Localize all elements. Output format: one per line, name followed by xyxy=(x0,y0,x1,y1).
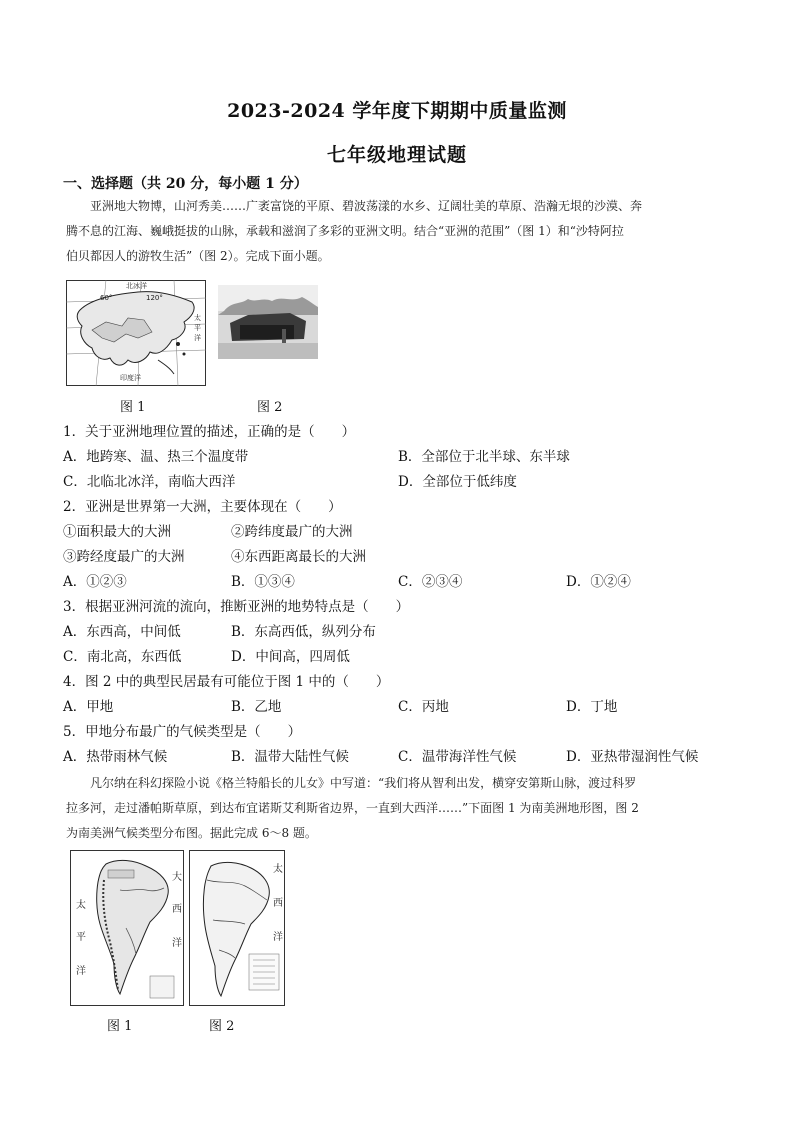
map-label-lon: 120° xyxy=(146,294,163,302)
answer-option[interactable]: C．北临北冰洋，南临大西洋 xyxy=(63,474,236,490)
statement-item: ③跨经度最广的大洲 xyxy=(63,549,185,565)
statement-item: ②跨纬度最广的大洲 xyxy=(231,524,353,540)
passage-south-america xyxy=(66,771,730,846)
passage-line: 腾不息的江海、巍峨挺拔的山脉，承载和滋润了多彩的亚洲文明。结合“亚洲的范围”（图 1）和“沙特阿拉 xyxy=(66,224,624,238)
map-label-lat: 60° xyxy=(100,294,113,302)
south-america-climate-image xyxy=(189,850,285,1006)
passage-line: 为南美洲气候类型分布图。据此完成 6～8 题。 xyxy=(66,826,317,840)
passage-line: 拉多河，走过潘帕斯草原，到达布宜诺斯艾利斯省边界，一直到大西洋……”下面图 1 为南美洲地形图，图 2 xyxy=(66,801,639,815)
map-label-atlantic: 大 xyxy=(172,872,182,883)
figure-south-america-terrain xyxy=(70,850,184,1006)
svg-text:西: 西 xyxy=(172,904,182,915)
answer-option[interactable]: B．温带大陆性气候 xyxy=(231,749,349,765)
question-stem: 4．图 2 中的典型民居最有可能位于图 1 中的（ ） xyxy=(63,674,390,690)
answer-option[interactable]: C．②③④ xyxy=(398,574,463,590)
passage-line: 伯贝都因人的游牧生活”（图 2）。完成下面小题。 xyxy=(66,249,330,263)
answer-option[interactable]: C．南北高，东西低 xyxy=(63,649,182,665)
answer-option[interactable]: A．热带雨林气候 xyxy=(63,749,168,765)
answer-option[interactable]: C．温带海洋性气候 xyxy=(398,749,517,765)
answer-option[interactable]: D．全部位于低纬度 xyxy=(398,474,517,490)
answer-option[interactable]: A．①②③ xyxy=(63,574,127,590)
answer-option[interactable]: B．乙地 xyxy=(231,699,282,715)
statement-item: ①面积最大的大洲 xyxy=(63,524,171,540)
figure-caption: 图 1 xyxy=(120,400,146,415)
answer-option[interactable]: D．中间高，四周低 xyxy=(231,649,350,665)
section-heading: 一、选择题（共 20 分，每小题 1 分） xyxy=(63,176,308,192)
svg-text:西: 西 xyxy=(273,898,283,909)
question-stem: 5．甲地分布最广的气候类型是（ ） xyxy=(63,724,302,740)
passage-asia xyxy=(66,194,730,269)
answer-option[interactable]: A．地跨寒、温、热三个温度带 xyxy=(63,449,249,465)
svg-text:洋: 洋 xyxy=(194,334,201,342)
answer-option[interactable]: C．丙地 xyxy=(398,699,449,715)
answer-option[interactable]: A．东西高，中间低 xyxy=(63,624,181,640)
figure-south-america-climate xyxy=(189,850,285,1006)
map-label-pacific: 太 xyxy=(194,314,201,322)
map-label-indian: 印度洋 xyxy=(120,374,141,382)
svg-text:平: 平 xyxy=(76,932,86,943)
map-label-pacific: 太 xyxy=(76,900,86,911)
map-label-arctic: 北冰洋 xyxy=(126,282,147,290)
answer-option[interactable]: D．丁地 xyxy=(566,699,618,715)
map-label-atlantic: 太 xyxy=(273,864,283,875)
figure-bedouin-photo xyxy=(218,285,318,359)
answer-option[interactable]: A．甲地 xyxy=(63,699,114,715)
svg-text:洋: 洋 xyxy=(76,966,86,977)
answer-option[interactable]: B．全部位于北半球、东半球 xyxy=(398,449,570,465)
passage-line: 凡尔纳在科幻探险小说《格兰特船长的儿女》中写道：“我们将从智利出发，横穿安第斯山脉，渡过科罗 xyxy=(90,776,637,790)
asia-map-image xyxy=(66,280,206,386)
answer-option[interactable]: D．亚热带湿润性气候 xyxy=(566,749,699,765)
question-stem: 3．根据亚洲河流的流向，推断亚洲的地势特点是（ ） xyxy=(63,599,410,615)
figure-asia-map xyxy=(66,280,206,386)
svg-text:洋: 洋 xyxy=(172,938,182,949)
svg-text:洋: 洋 xyxy=(273,932,283,943)
exam-subtitle: 七年级地理试题 xyxy=(326,144,467,166)
answer-option[interactable]: D．①②④ xyxy=(566,574,631,590)
answer-option[interactable]: B．①③④ xyxy=(231,574,295,590)
figure-caption: 图 1 xyxy=(107,1019,133,1034)
figure-caption: 图 2 xyxy=(257,400,283,415)
answer-option[interactable]: B．东高西低，纵列分布 xyxy=(231,624,376,640)
statement-item: ④东西距离最长的大洲 xyxy=(231,549,366,565)
south-america-terrain-image xyxy=(70,850,184,1006)
question-stem: 2．亚洲是世界第一大洲，主要体现在（ ） xyxy=(63,499,342,515)
figure-caption: 图 2 xyxy=(209,1019,235,1034)
question-stem: 1．关于亚洲地理位置的描述，正确的是（ ） xyxy=(63,424,356,440)
exam-title: 2023-2024 学年度下期期中质量监测 xyxy=(227,100,567,122)
svg-text:平: 平 xyxy=(194,324,201,332)
passage-line: 亚洲地大物博，山河秀美……广袤富饶的平原、碧波荡漾的水乡、辽阔壮美的草原、浩瀚无垠的沙漠、奔 xyxy=(90,199,643,213)
bedouin-tent-image xyxy=(218,285,318,359)
